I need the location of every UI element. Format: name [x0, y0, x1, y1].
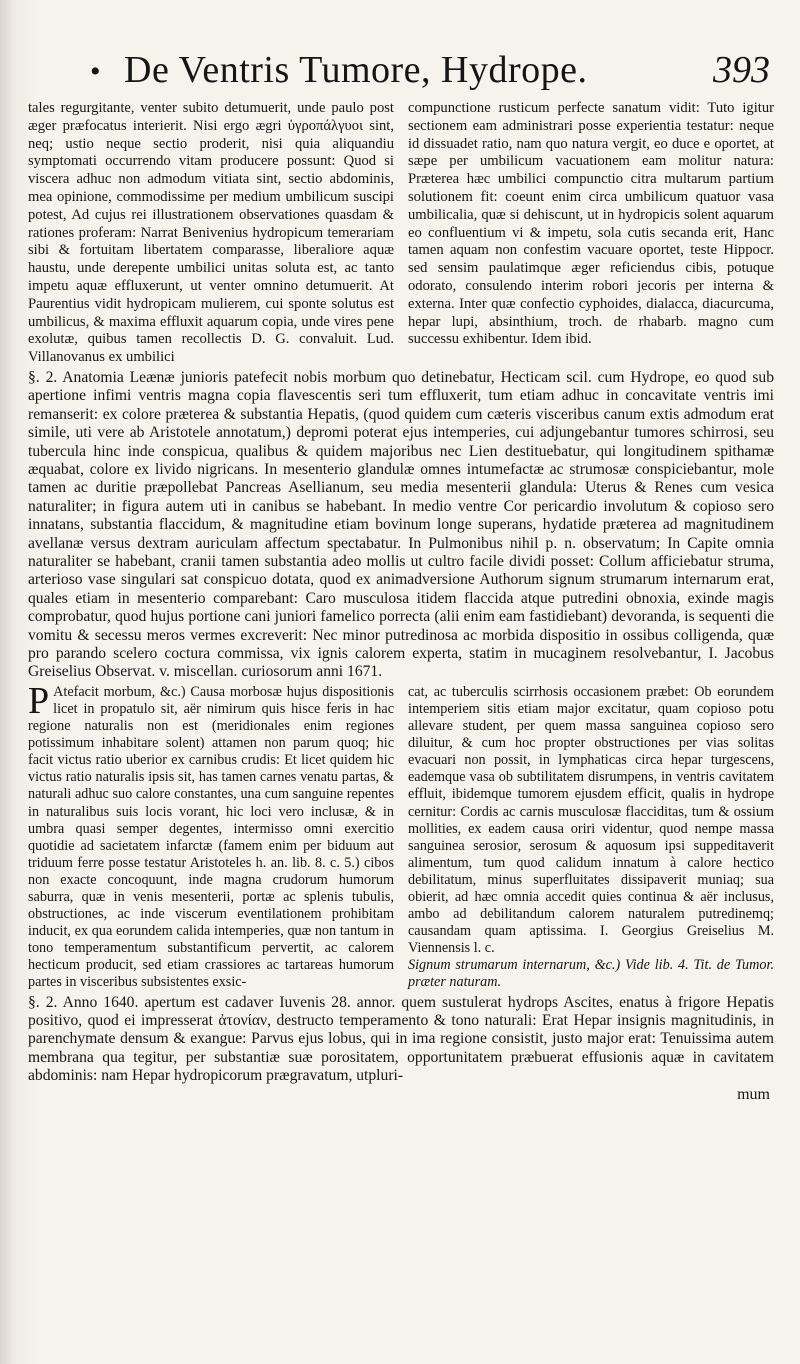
lower-right-note: Signum strumarum internarum, &c.) Vide lib. 4. Tit. de Tumor. præter naturam.: [408, 957, 774, 991]
upper-right-column: [408, 100, 774, 367]
page-number: 393: [713, 49, 770, 91]
lower-right-column: [408, 684, 774, 992]
bottom-paragraph: §. 2. Anno 1640. apertum est cadaver Iuvenis 28. annor. quem sustulerat hydrops Ascites, enatus à frigore Hepatis positivo, quod ei impresserat ἀτονίαν, destructo temperamento & tono naturali: Erat Hepar insignis magnitudinis, in parenchymate densum & exangue: Parvus ejus lobus, qui in ima regione consistit, justo major erat: Tenuissima autem membrana qua tegitur, per substantiæ suæ porositatem, opportunitatem præbuerat effusionis aquæ in cavitatem abdominis: nam Hepar hydropicorum prægravatum, utpluri-: [28, 993, 774, 1085]
lower-left-column: [28, 679, 394, 992]
lower-two-column-block: [28, 679, 774, 992]
header-mark: •: [90, 55, 101, 88]
running-title: De Ventris Tumore, Hydrope.: [124, 49, 588, 91]
catchword: mum: [737, 1085, 770, 1103]
lower-left-text: [28, 679, 394, 992]
lower-left-body: Atefacit morbum, &c.) Causa morbosæ hujus dispositionis licet in propatulo sit, aër nimirum quis hisce feris in hac regione naturalis non est (meridionales enim regiones potissimum inhabitare solent) attamen non parum quoq; hic facit victus ratio uberior ex carnibus crudis: Et licet quidem hic victus ratio naturalis ipsis sit, has tamen carnes venatu partas, & naturali adhuc suo calore constantes, una cum sanguine repentes in naturalibus suis locis vorant, hic loci vero inclusæ, & in umbra quasi semper degentes, intermisso omni exercitio quotidie ad sacietatem infarctæ (famem enim per biduum aut triduum ferre posse testatur Aristoteles h. an. lib. 8. c. 5.) cibos non exacte concoquunt, inde magna crudorum humorum saburra, quæ in venis mesenterii, portæ ac splenis tubulis, obstructiones, ac inde viscerum eventilationem prohibitam inducit, ex qua eorundem calida intemperies, quæ non tantum in tono temperamentum substantificum pervertit, ac calorem hecticum producit, sed etiam crassiores ac tartareas humorum partes in visceribus subsistentes exsic-: [28, 683, 394, 991]
upper-right-text: compunctione rusticum perfecte sanatum vidit: Tuto igitur sectionem eam administrari posse experientia testatur: neque id dissuadet ratio, nam quo natura vergit, eo duce e oportet, at sæpe per umbilicum vacuationem eam molitur natura: Præterea hæc umbilici compunctio citra multarum partium solutionem fit: coeunt enim circa umbilicum quatuor vasa umbilicalia, quæ si dehiscunt, ut in hydropicis solent aquarum eo confluentium vi & impetu, sola cutis secanda erit, Hanc tamen aquam non confestim vacuare oportet, teste Hippocr. sed sensim paulatimque æger reficiendus cibis, potuque odorato, consulendo interim robori jecoris per interna & externa. Inter quæ confectio cyphoides, dialacca, diacurcuma, hepar lupi, absinthium, troch. de rhabarb. magno cum successu exhibentur. Idem ibid.: [408, 100, 774, 348]
upper-left-column: [28, 100, 394, 367]
upper-two-column-block: [28, 100, 774, 367]
middle-paragraph: §. 2. Anatomia Leænæ junioris patefecit nobis morbum quo detinebatur, Hecticam scil. cum Hydrope, eo quod sub apertione infimi ventris magna copia flavescentis seri tum effluxerit, tum etiam adhuc in concavitate ventris imi remanserit: ex colore præterea & substantia Hepatis, (quod quidem cum cæteris visceribus canum extis admodum erat simile, uti vere ab Aristotele annotatum,) depromi poterat ejus intemperies, cui adjungebantur tumores schirrosi, seu tubercula hinc inde conspicua, qualibus & quidem majoribus nec Lien destituebatur, qui longitudinem spithamæ æquabat, colore ex livido nigricans. In mesenterio glandulæ omnes intumefactæ ac strumosæ conspiciebantur, mole tamen ac duritie præpollebat Pancreas Asellianum, seu media mesenterii glandula: Uterus & Renes cum vesica naturaliter; in figura autem uti in canibus se habebant. In medio ventre Cor pericardio involutum & copioso sero innatans, substantia flaccidum, & magnitudine etiam bovinum longe superans, hydatide præterea ad magnitudinem avellanæ versus dextram auriculam affectum spectabatur. In Pulmonibus nihil p. n. observatum; In Capite omnia naturaliter se habebant, cranii tamen substantia adeo mollis ut cultro facile dividi posset: Collum afficiebatur struma, arterioso vase singulari sat conspicuo dotata, quod ex animadversione Authorum signum strumarum internarum erat, quales etiam in mesenterio comparebant: Caro musculosa itidem flaccida atque putredini obnoxia, exinde magis comprobatur, quod hujus portione cani juniori famelico porrecta (alii enim eam fastidiebant) devoranda, is sequenti die vomitu & secessu meros vermes excreverit: Nec minor putredinosa ac morbida dispositio in ossibus colligenda, quæ pro parando scelero coctura commissa, vix ignis calorem experta, statim in mucaginem resolvebantur, I. Jacobus Greiselius Observat. v. miscellan. curiosorum anni 1671.: [28, 368, 774, 681]
drop-cap: P: [28, 679, 50, 722]
middle-full-width-block: [28, 369, 774, 682]
page-header: [28, 48, 774, 100]
lower-right-text: cat, ac tuberculis scirrhosis occasionem præbet: Ob eorundem intemperiem sitis etiam major excitatur, quam copioso potu allevare student, per quem massa sanguinea copioso sero diluitur, & cum hoc propter obstructiones per vias solitas evacuari non possit, in lymphaticas circa hepar turgescens, eademque vasa ob subtilitatem disrumpens, in ventris cavitatem effluit, ibidemque tumorem ejusdem efficit, qualis in hydrope cernitur: Cordis ac carnis musculosæ flacciditas, tum & ossium mollities, ex eadem causa oriri videntur, quod nempe massa sanguinea serosior, serosum & aquosum ipsi suppeditaverit alimentum, tum quod calidum innatum à calore hectico debilitatum, minus superfluitates dissipaverit muniaq; sua obierit, ad hæc omnia accedit quies continua & aër inclusus, ambo ad debilitandum calorem naturalem putredinemq; causandam quam aptissima. I. Georgius Greiselius M. Viennensis l. c.: [408, 683, 774, 957]
bottom-full-width-block: [28, 994, 774, 1086]
upper-left-text: tales regurgitante, venter subito detumuerit, unde paulo post æger præfocatus interierit. Nisi ergo ægri ὑγροπάλγυοι sint, neq; ustio neque sectio proderit, nisi quia aliquandiu symptomati occurrendo vitam producere possunt: Quod si viscera adhuc non admodum vitiata sint, sectio abdominis, mea opinione, commodissime per medium umbilicum suscipi potest, Ad cujus rei illustrationem observationes quasdam & rationes proferam: Narrat Benivenius hydropicum temerariam sibi & fortuitam libertatem comparasse, liberaliore aquæ haustu, unde derepente umbilici unitas soluta est, ac tanto impetu aquæ effluxerunt, ut venter omnino detumuerit. At Paurentius vidit hydropicam mulierem, cui sponte solutus est umbilicus, & maxima effluxit aquarum copia, unde vires pene exolutæ, quibus tamen recollectis D. G. convaluit. Lud. Villanovanus ex umbilici: [28, 100, 394, 366]
